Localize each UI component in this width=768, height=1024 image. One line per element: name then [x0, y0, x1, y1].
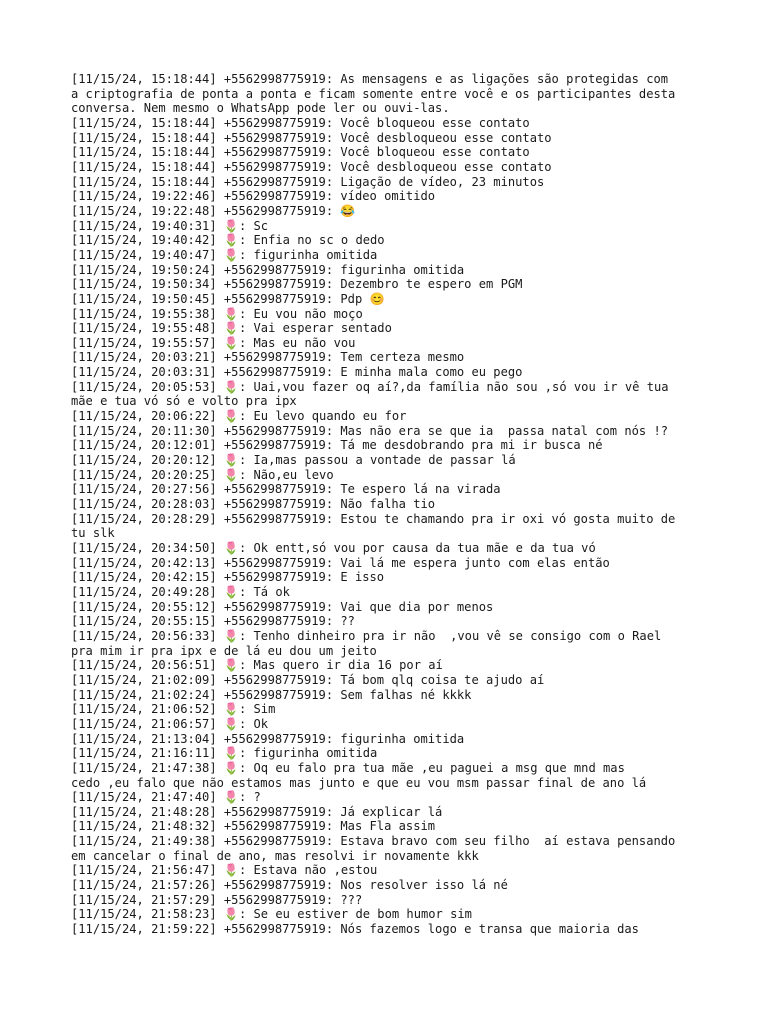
transcript-line: cedo ,eu falo que não estamos mas junto e que eu vou msm passar final de ano lá [71, 775, 647, 790]
transcript-line: [11/15/24, 20:28:03] +5562998775919: Não falha tio [71, 497, 436, 512]
transcript-line: [11/15/24, 21:57:29] +5562998775919: ??? [71, 892, 363, 907]
transcript-line: [11/15/24, 21:58:23] 🌷: Se eu estiver de bom humor sim [71, 907, 472, 922]
transcript-line: [11/15/24, 15:18:44] +5562998775919: Você bloqueou esse contato [71, 145, 530, 160]
transcript-line: [11/15/24, 21:48:28] +5562998775919: Já explicar lá [71, 804, 443, 819]
transcript-line: [11/15/24, 21:59:22] +5562998775919: Nós fazemos logo e transa que maioria das [71, 922, 639, 937]
transcript-line: [11/15/24, 20:49:28] 🌷: Tá ok [71, 584, 290, 599]
transcript-line: [11/15/24, 20:55:12] +5562998775919: Vai que dia por menos [71, 599, 494, 614]
transcript-line: [11/15/24, 19:22:46] +5562998775919: vídeo omitido [71, 189, 436, 204]
transcript-line: [11/15/24, 21:06:57] 🌷: Ok [71, 716, 269, 731]
transcript-line: [11/15/24, 19:55:48] 🌷: Vai esperar sentado [71, 321, 392, 336]
transcript-line: [11/15/24, 20:42:13] +5562998775919: Vai lá me espera junto com elas então [71, 555, 610, 570]
transcript-line: [11/15/24, 20:06:22] 🌷: Eu levo quando eu for [71, 409, 407, 424]
transcript-line: [11/15/24, 21:49:38] +5562998775919: Estava bravo com seu filho aí estava pensando [71, 834, 676, 849]
transcript-line: [11/15/24, 20:03:21] +5562998775919: Tem certeza mesmo [71, 350, 465, 365]
transcript-line: [11/15/24, 15:18:44] +5562998775919: Você desbloqueou esse contato [71, 130, 552, 145]
transcript-line: a criptografia de ponta a ponta e ficam somente entre você e os participantes desta [71, 86, 676, 101]
transcript-line: [11/15/24, 20:11:30] +5562998775919: Mas não era se que ia passa natal com nós !? [71, 423, 669, 438]
transcript-line: [11/15/24, 15:18:44] +5562998775919: Ligação de vídeo, 23 minutos [71, 174, 545, 189]
transcript-line: tu slk [71, 526, 115, 541]
transcript-line: [11/15/24, 21:02:24] +5562998775919: Sem falhas né kkkk [71, 687, 472, 702]
transcript-line: [11/15/24, 19:50:24] +5562998775919: figurinha omitida [71, 262, 465, 277]
transcript-line: [11/15/24, 20:27:56] +5562998775919: Te espero lá na virada [71, 482, 501, 497]
transcript-line: [11/15/24, 20:12:01] +5562998775919: Tá me desdobrando pra mi ir busca né [71, 438, 603, 453]
transcript-line: [11/15/24, 21:16:11] 🌷: figurinha omitida [71, 746, 378, 761]
transcript-line: [11/15/24, 19:40:31] 🌷: Sc [71, 218, 269, 233]
transcript-line: [11/15/24, 15:18:44] +5562998775919: Você desbloqueou esse contato [71, 159, 552, 174]
transcript-line: [11/15/24, 21:56:47] 🌷: Estava não ,estou [71, 863, 378, 878]
transcript-line: [11/15/24, 19:50:45] +5562998775919: Pdp 😊 [71, 291, 385, 306]
transcript-line: em cancelar o final de ano, mas resolvi ir novamente kkk [71, 848, 479, 863]
transcript-line: [11/15/24, 21:47:40] 🌷: ? [71, 790, 261, 805]
transcript-line: [11/15/24, 19:50:34] +5562998775919: Dezembro te espero em PGM [71, 277, 523, 292]
transcript-line: [11/15/24, 20:05:53] 🌷: Uai,vou fazer oq aí?,da família não sou ,só vou ir vê tua [71, 379, 669, 394]
transcript-line: [11/15/24, 20:42:15] +5562998775919: E isso [71, 570, 385, 585]
transcript-line: [11/15/24, 21:48:32] +5562998775919: Mas Fla assim [71, 819, 436, 834]
transcript-line: [11/15/24, 21:57:26] +5562998775919: Nos resolver isso lá né [71, 878, 508, 893]
transcript-line: [11/15/24, 19:55:57] 🌷: Mas eu não vou [71, 335, 356, 350]
transcript-line: [11/15/24, 19:40:42] 🌷: Enfia no sc o dedo [71, 233, 385, 248]
transcript-line: conversa. Nem mesmo o WhatsApp pode ler ou ouvi-las. [71, 101, 450, 116]
transcript-line: [11/15/24, 20:20:25] 🌷: Não,eu levo [71, 467, 334, 482]
transcript-line: [11/15/24, 20:28:29] +5562998775919: Estou te chamando pra ir oxi vó gosta muito de [71, 511, 676, 526]
transcript-line: [11/15/24, 21:02:09] +5562998775919: Tá bom qlq coisa te ajudo aí [71, 672, 545, 687]
transcript-line: mãe e tua vó só e volto pra ipx [71, 394, 297, 409]
transcript-line: [11/15/24, 20:56:51] 🌷: Mas quero ir dia 16 por aí [71, 658, 443, 673]
transcript-line: [11/15/24, 19:40:47] 🌷: figurinha omitida [71, 247, 378, 262]
transcript-line: [11/15/24, 21:47:38] 🌷: Oq eu falo pra tua mãe ,eu paguei a msg que mnd mas [71, 760, 625, 775]
transcript-line: [11/15/24, 20:34:50] 🌷: Ok entt,só vou por causa da tua mãe e da tua vó [71, 541, 596, 555]
transcript-line: [11/15/24, 20:20:12] 🌷: Ia,mas passou a vontade de passar lá [71, 453, 516, 468]
transcript-line: [11/15/24, 21:13:04] +5562998775919: figurinha omitida [71, 731, 465, 746]
transcript-line: [11/15/24, 19:55:38] 🌷: Eu vou não moço [71, 306, 363, 321]
transcript-line: [11/15/24, 15:18:44] +5562998775919: Você bloqueou esse contato [71, 115, 530, 130]
transcript-line: [11/15/24, 15:18:44] +5562998775919: As mensagens e as ligações são protegidas com [71, 72, 669, 86]
chat-transcript [71, 72, 701, 937]
transcript-line: [11/15/24, 20:55:15] +5562998775919: ?? [71, 614, 355, 629]
transcript-line: [11/15/24, 20:03:31] +5562998775919: E minha mala como eu pego [71, 365, 523, 380]
transcript-line: [11/15/24, 21:06:52] 🌷: Sim [71, 702, 276, 717]
transcript-line: [11/15/24, 19:22:48] +5562998775919: 😂 [71, 203, 356, 218]
transcript-line: pra mim ir pra ipx e de lá eu dou um jeito [71, 643, 377, 658]
transcript-line: [11/15/24, 20:56:33] 🌷: Tenho dinheiro pra ir não ,vou vê se consigo com o Rael [71, 628, 662, 643]
